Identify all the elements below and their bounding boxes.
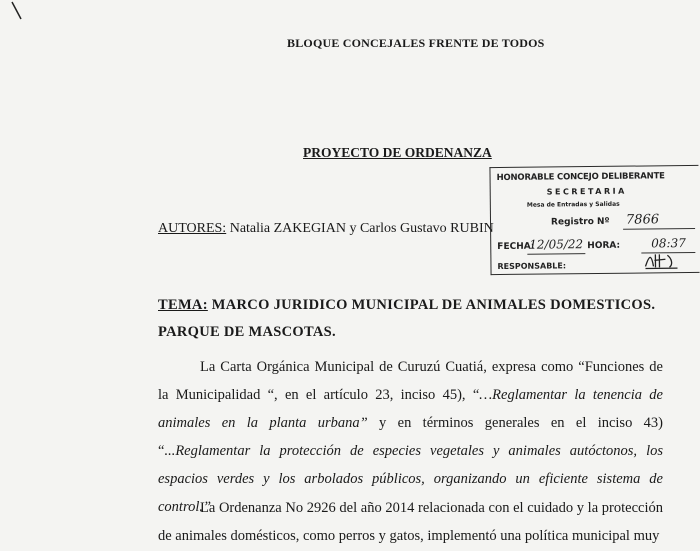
paragraph-1-part1: La Carta Orgánica Municipal de Curuzú Cuatiá, expresa como “Funciones de la Municipalidad “, en el artículo 23, inciso 45), “ — [158, 359, 663, 403]
stamp-hora-label: HORA: — [587, 240, 621, 252]
paragraph-2: La Ordenanza No 2926 del año 2014 relacionada con el cuidado y la protección de animales domésticos, como perros y gatos, implementó una política municipal muy — [158, 500, 663, 544]
signature-scribble — [641, 250, 681, 270]
paragraph-1-quote2: ...Reglamentar la protección de especies vegetales y animales autóctonos, los espacios verdes y los arbolados públicos, organizando un eficiente sistema de control.” — [158, 443, 663, 515]
stamp-secretaria: SECRETARIA — [546, 186, 627, 197]
stamp-registro-label: Registro Nº — [550, 216, 610, 228]
stamp-council: HONORABLE CONCEJO DELIBERANTE — [496, 171, 665, 184]
stamp-fecha-label: FECHA: — [497, 241, 535, 253]
block-header: BLOQUE CONCEJALES FRENTE DE TODOS — [287, 36, 545, 50]
stamp-hora-value: 08:37 — [651, 236, 686, 251]
stamp-fecha-value: 12/05/22 — [529, 237, 584, 252]
tema-text: MARCO JURIDICO MUNICIPAL DE ANIMALES DOMESTICOS. PARQUE DE MASCOTAS. — [158, 297, 656, 340]
authors-line — [158, 221, 494, 237]
reception-stamp — [489, 165, 699, 275]
authors-label: AUTORES: — [158, 221, 227, 236]
stamp-mesa: Mesa de Entradas y Salidas — [526, 200, 620, 209]
authors-names: Natalia ZAKEGIAN y Carlos Gustavo RUBIN — [229, 221, 494, 236]
stamp-responsable-label: RESPONSABLE: — [497, 261, 567, 272]
project-title: PROYECTO DE ORDENANZA — [303, 145, 492, 160]
pen-mark — [10, 0, 24, 22]
stamp-registro-value: 7866 — [625, 212, 660, 228]
paragraph-1-quote1: …Reglamentar la tenencia de animales en la planta urbana” — [158, 387, 663, 431]
tema-heading — [158, 292, 663, 346]
paragraph-1-part2: y en términos generales en el inciso 43) “ — [158, 415, 663, 459]
tema-label: TEMA: — [158, 297, 208, 313]
